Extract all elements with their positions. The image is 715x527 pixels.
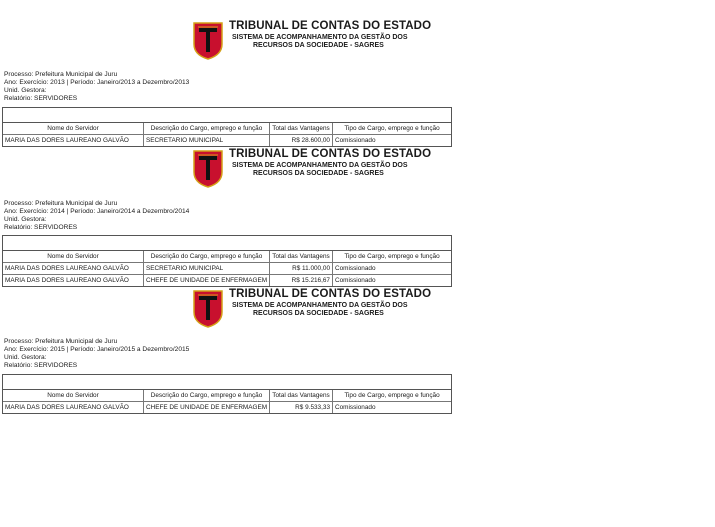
- cell-descricao: CHEFE DE UNIDADE DE ENFERMAGEM: [144, 402, 270, 413]
- table-header-row: [3, 390, 451, 402]
- cell-nome: MARIA DAS DORES LAUREANO GALVÃO: [3, 402, 144, 413]
- cell-total: R$ 9.533,33: [270, 402, 333, 413]
- relatorio-line: Relatório: SERVIDORES: [4, 95, 78, 103]
- tce-header: [193, 148, 453, 194]
- col-tipo-header: Tipo de Cargo, emprego e função: [344, 253, 440, 260]
- header-subtitle-line2: RECURSOS DA SOCIEDADE - SAGRES: [253, 42, 384, 49]
- cell-nome: MARIA DAS DORES LAUREANO GALVÃO: [3, 135, 144, 146]
- cell-nome: MARIA DAS DORES LAUREANO GALVÃO: [3, 275, 144, 286]
- servidores-table: [2, 374, 452, 414]
- report-meta: [4, 200, 189, 232]
- cell-total: R$ 28.600,00: [270, 135, 333, 146]
- cell-descricao: SECRETARIO MUNICIPAL: [144, 135, 270, 146]
- header-subtitle-line1: SISTEMA DE ACOMPANHAMENTO DA GESTÃO DOS: [232, 162, 408, 169]
- table-row: [3, 402, 451, 413]
- tce-header: [193, 20, 453, 66]
- unid-line: Unid. Gestora:: [4, 354, 47, 362]
- processo-line: Processo: Prefeitura Municipal de Juru: [4, 71, 118, 78]
- ano-line: Ano: Exercício: 2015 | Período: Janeiro/2015 a Dezembro/2015: [4, 346, 190, 354]
- ano-line: Ano: Exercício: 2013 | Período: Janeiro/2013 a Dezembro/2013: [4, 79, 190, 87]
- servidores-table: [2, 107, 452, 147]
- table-header-row: [3, 251, 451, 263]
- ano-line: Ano: Exercício: 2014 | Período: Janeiro/2014 a Dezembro/2014: [4, 208, 190, 216]
- header-subtitle-line1: SISTEMA DE ACOMPANHAMENTO DA GESTÃO DOS: [232, 34, 408, 41]
- col-tipo-header: Tipo de Cargo, emprego e função: [344, 392, 440, 399]
- cell-total: R$ 15.216,67: [270, 275, 333, 286]
- col-total-header: Total das Vantagens: [270, 123, 333, 134]
- processo-line: Processo: Prefeitura Municipal de Juru: [4, 200, 118, 207]
- header-title: TRIBUNAL DE CONTAS DO ESTADO: [229, 148, 432, 160]
- col-total-header: Total das Vantagens: [270, 251, 333, 262]
- unid-line: Unid. Gestora:: [4, 216, 47, 224]
- report-meta: [4, 71, 189, 103]
- table-row: [3, 135, 451, 146]
- header-subtitle-line2: RECURSOS DA SOCIEDADE - SAGRES: [253, 170, 384, 177]
- header-title: TRIBUNAL DE CONTAS DO ESTADO: [229, 20, 432, 32]
- table-blank-row: [3, 108, 451, 123]
- relatorio-line: Relatório: SERVIDORES: [4, 362, 78, 370]
- cell-tipo: Comissionado: [335, 404, 376, 411]
- table-row: [3, 263, 451, 275]
- table-blank-row: [3, 236, 451, 251]
- tce-crest-icon: [193, 290, 223, 328]
- cell-descricao: CHEFE DE UNIDADE DE ENFERMAGEM: [144, 275, 270, 286]
- table-blank-row: [3, 375, 451, 390]
- col-total-header: Total das Vantagens: [270, 390, 333, 401]
- relatorio-line: Relatório: SERVIDORES: [4, 224, 78, 232]
- tce-crest-icon: [193, 150, 223, 188]
- col-nome-header: Nome do Servidor: [3, 123, 144, 134]
- cell-tipo: Comissionado: [335, 265, 376, 272]
- servidores-table: [2, 235, 452, 287]
- tce-header: [193, 288, 453, 334]
- cell-total: R$ 11.000,00: [270, 263, 333, 274]
- cell-descricao: SECRETARIO MUNICIPAL: [144, 263, 270, 274]
- tce-crest-icon: [193, 22, 223, 60]
- table-header-row: [3, 123, 451, 135]
- col-descricao-header: Descrição do Cargo, emprego e função: [144, 251, 270, 262]
- unid-line: Unid. Gestora:: [4, 87, 47, 95]
- col-nome-header: Nome do Servidor: [3, 251, 144, 262]
- report-meta: [4, 338, 189, 370]
- cell-nome: MARIA DAS DORES LAUREANO GALVÃO: [3, 263, 144, 274]
- header-subtitle-line2: RECURSOS DA SOCIEDADE - SAGRES: [253, 310, 384, 317]
- col-tipo-header: Tipo de Cargo, emprego e função: [344, 125, 440, 132]
- header-subtitle-line1: SISTEMA DE ACOMPANHAMENTO DA GESTÃO DOS: [232, 302, 408, 309]
- table-row: [3, 275, 451, 286]
- col-descricao-header: Descrição do Cargo, emprego e função: [144, 390, 270, 401]
- cell-tipo: Comissionado: [335, 277, 376, 284]
- processo-line: Processo: Prefeitura Municipal de Juru: [4, 338, 118, 345]
- header-title: TRIBUNAL DE CONTAS DO ESTADO: [229, 288, 432, 300]
- cell-tipo: Comissionado: [335, 137, 376, 144]
- col-descricao-header: Descrição do Cargo, emprego e função: [144, 123, 270, 134]
- col-nome-header: Nome do Servidor: [3, 390, 144, 401]
